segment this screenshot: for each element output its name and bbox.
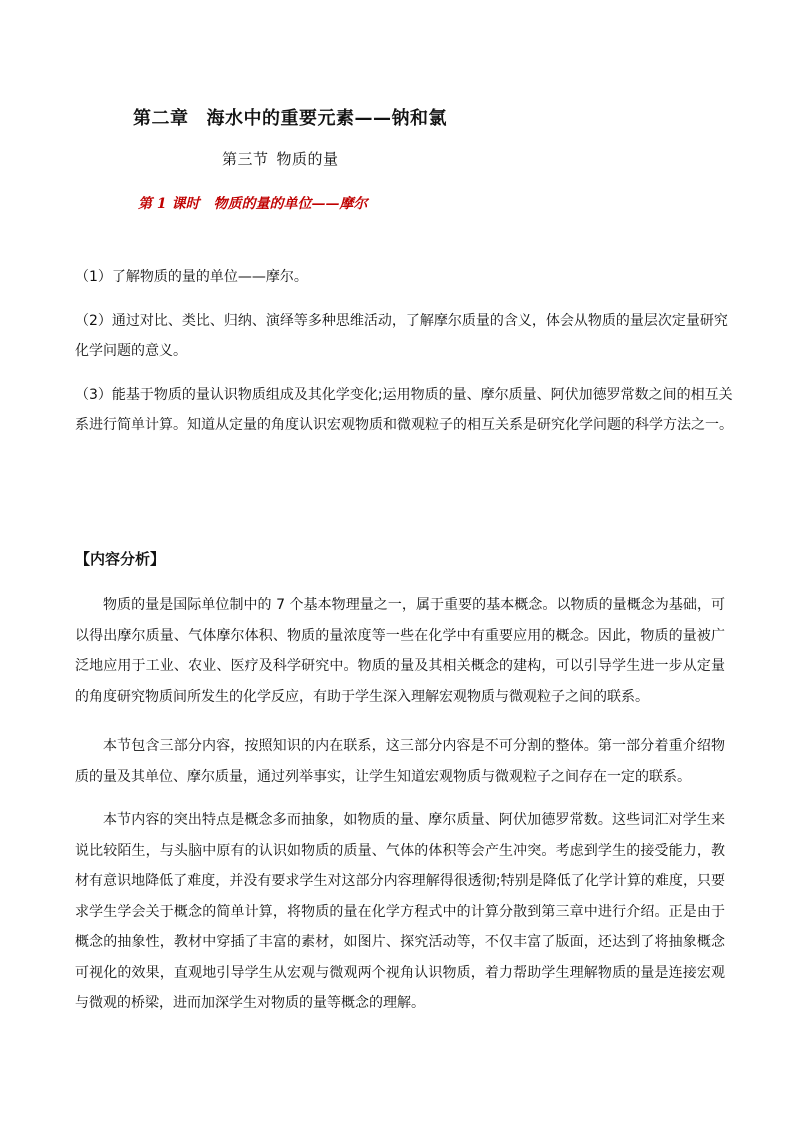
objective-1: （1）了解物质的量的单位——摩尔。 — [75, 269, 308, 285]
chapter-name: 海水中的重要元素——钠和氯 — [206, 108, 447, 129]
content-analysis-heading: 【内容分析】 — [75, 550, 166, 568]
section-name: 物质的量 — [276, 150, 339, 168]
lesson-title — [138, 193, 368, 213]
section-label: 第三节 — [222, 150, 269, 168]
objective-3: （3）能基于物质的量认识物质组成及其化学变化;运用物质的量、摩尔质量、阿伏加德罗常数之间的相互关系进行简单计算。知道从定量的角度认识宏观物质和微观粒子的相互关系是研究化学问题的科学方法之一。 — [75, 387, 733, 433]
analysis-paragraph-2: 本节包含三部分内容，按照知识的内在联系，这三部分内容是不可分割的整体。第一部分着重介绍物质的量及其单位、摩尔质量，通过列举事实，让学生知道宏观物质与微观粒子之间存在一定的联系。 — [75, 738, 725, 785]
lesson-name: 物质的量的单位——摩尔 — [213, 196, 368, 212]
chapter-title — [133, 104, 447, 130]
section-title — [222, 148, 339, 169]
chapter-label: 第二章 — [133, 108, 189, 129]
analysis-paragraph-3: 本节内容的突出特点是概念多而抽象，如物质的量、摩尔质量、阿伏加德罗常数。这些词汇对学生来说比较陌生，与头脑中原有的认识如物质的质量、气体的体积等会产生冲突。考虑到学生的接受能力，教材有意识地降低了难度，并没有要求学生对这部分内容理解得很透彻;特别是降低了化学计算的难度，只要求学生学会关于概念的简单计算，将物质的量在化学方程式中的计算分散到第三章中进行介绍。正是由于概念的抽象性，教材中穿插了丰富的素材，如图片、探究活动等，不仅丰富了版面，还达到了将抽象概念可视化的效果，直观地引导学生从宏观与微观两个视角认识物质，着力帮助学生理解物质的量是连接宏观与微观的桥梁，进而加深学生对物质的量等概念的理解。 — [75, 812, 725, 1011]
objective-2: （2）通过对比、类比、归纳、演绎等多种思维活动，了解摩尔质量的含义，体会从物质的量层次定量研究化学问题的意义。 — [75, 313, 728, 359]
analysis-paragraph-1: 物质的量是国际单位制中的 7 个基本物理量之一，属于重要的基本概念。以物质的量概念为基础，可以得出摩尔质量、气体摩尔体积、物质的量浓度等一些在化学中有重要应用的概念。因此，物质的量被广泛地应用于工业、农业、医疗及科学研究中。物质的量及其相关概念的建构，可以引导学生进一步从定量的角度研究物质间所发生的化学反应，有助于学生深入理解宏观物质与微观粒子之间的联系。 — [75, 597, 725, 705]
lesson-label: 第 1 课时 — [138, 196, 200, 212]
